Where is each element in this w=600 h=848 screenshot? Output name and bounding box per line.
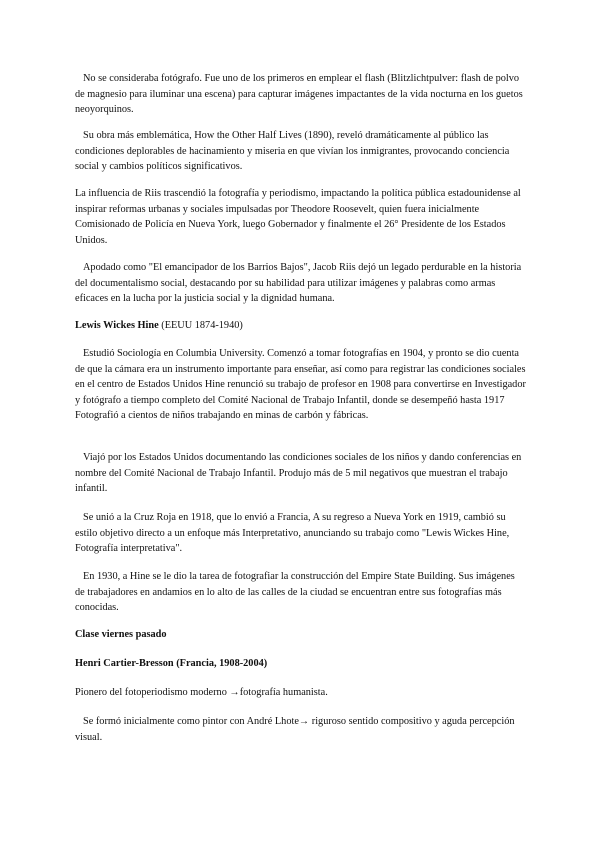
- paragraph-hcb-pioneer: Pionero del fotoperiodismo moderno →fotografía humanista.: [75, 687, 328, 698]
- paragraph-hine-travel: Viajó por los Estados Unidos documentando las condiciones sociales de los niños y dando conferencias en nombre del Comité Nacional de Trabajo Infantil. Produjo más de 5 mil negativos que muestran el trabajo infantil.: [75, 452, 522, 495]
- paragraph-riis-legacy: Apodado como "El emancipador de los Barrios Bajos", Jacob Riis dejó un legado perdurable en la historia del documentalismo social, destacando por su habilidad para utilizar imágenes y palabras como armas eficaces en la lucha por la justicia social y la dignidad humana.: [75, 262, 522, 305]
- hine-name: Lewis Wickes Hine: [75, 320, 159, 331]
- paragraph-riis-flash: No se consideraba fotógrafo. Fue uno de los primeros en emplear el flash (Blitzlichtpulver: flash de polvo de magnesio para iluminar una escena) para capturar imágenes impactantes de la vida nocturna en los guetos neoyorquinos.: [75, 73, 523, 116]
- heading-class-friday: Clase viernes pasado: [75, 629, 167, 640]
- paragraph-hcb-painter: Se formó inicialmente como pintor con André Lhote→ riguroso sentido compositivo y aguda percepción visual.: [75, 716, 515, 743]
- paragraph-riis-influence: La influencia de Riis trascendió la fotografía y periodismo, impactando la política pública estadounidense al inspirar reformas urbanas y sociales impulsadas por Theodore Roosevelt, quien fuera inicialmente Comisionado de Policía en Nueva York, luego Gobernador y finalmente el 26° Presidente de los Estados Unidos.: [75, 188, 521, 246]
- paragraph-hine-study: Estudió Sociología en Columbia University. Comenzó a tomar fotografías en 1904, y pronto se dio cuenta de que la cámara era un instrumento importante para enseñar, así como para registrar las condiciones sociales en el centro de Estados Unidos Hine renunció su trabajo de profesor en 1908 para convertirse en Investigador y fotógrafo a tiempo completo del Comité Nacional de Trabajo Infantil, donde se desempeñó hasta 1917 Fotografió a cientos de niños trabajando en minas de carbón y fábricas.: [75, 348, 526, 422]
- heading-hine: [75, 318, 527, 334]
- hine-dates: (EEUU 1874-1940): [158, 320, 243, 331]
- paragraph-hine-empire: En 1930, a Hine se le dio la tarea de fotografiar la construcción del Empire State Building. Sus imágenes de trabajadores en andamios en lo alto de las calles de la ciudad se encuentran entre sus fotografías más conocidas.: [75, 571, 515, 614]
- paragraph-riis-book: Su obra más emblemática, How the Other Half Lives (1890), reveló dramáticamente al público las condiciones deplorables de hacinamiento y miseria en que vivían los inmigrantes, provocando conciencia social y cambios políticos significativos.: [75, 130, 510, 173]
- paragraph-hine-redcross: Se unió a la Cruz Roja en 1918, que lo envió a Francia, A su regreso a Nueva York en 1919, cambió su estilo objetivo directo a un enfoque más Interpretativo, anunciando su trabajo como "Lewis Wickes Hine, Fotografía interpretativa".: [75, 512, 510, 555]
- heading-cartier-bresson: Henri Cartier-Bresson (Francia, 1908-2004): [75, 658, 268, 669]
